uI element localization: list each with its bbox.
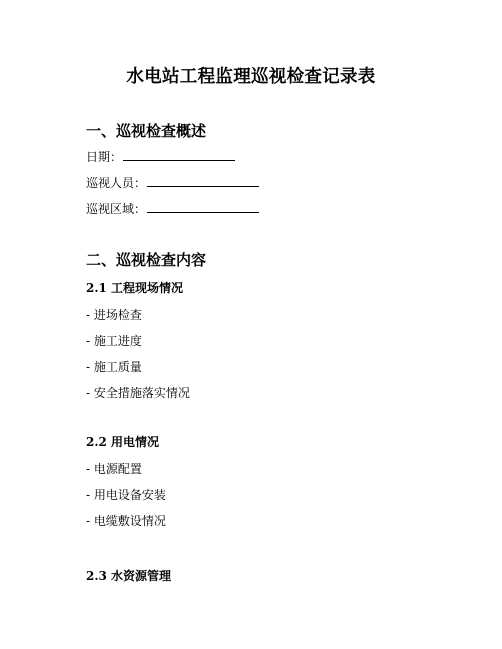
field-date-label: 日期： [86,150,123,164]
list-item: - 施工质量 [86,360,142,374]
list-item: - 电源配置 [86,462,142,476]
list-item: - 用电设备安装 [86,488,166,502]
section-heading-overview: 一、巡视检查概述 [86,122,207,140]
field-date-blank [123,148,235,161]
field-area-blank [147,200,259,213]
field-date [86,148,235,165]
list-item: - 电缆敷设情况 [86,514,166,528]
document-title: 水电站工程监理巡视检查记录表 [126,67,376,87]
list-item: - 安全措施落实情况 [86,386,190,400]
field-inspectors-blank [147,174,259,187]
field-inspectors [86,174,259,191]
field-area [86,200,259,217]
field-inspectors-label: 巡视人员： [86,176,147,190]
subsection-heading-water: 2.3 水资源管理 [86,569,172,583]
section-heading-content: 二、巡视检查内容 [86,251,207,269]
subsection-heading-power: 2.2 用电情况 [86,435,160,449]
subsection-heading-site: 2.1 工程现场情况 [86,281,184,295]
list-item: - 进场检查 [86,308,142,322]
list-item: - 施工进度 [86,334,142,348]
field-area-label: 巡视区域： [86,202,147,216]
